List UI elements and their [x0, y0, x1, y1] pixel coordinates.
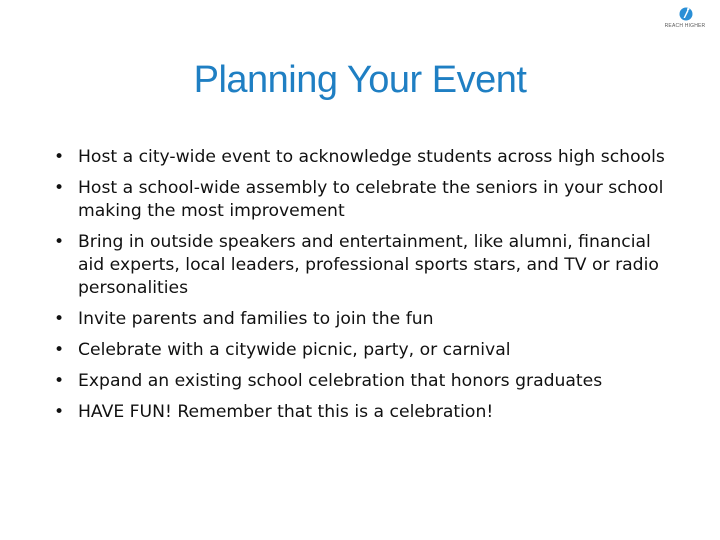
logo: [660, 6, 710, 32]
list-item: [54, 339, 682, 362]
list-item: [54, 146, 682, 169]
bullet-list: [54, 146, 682, 432]
bullet-icon: •: [54, 371, 65, 391]
reach-higher-logo-icon: [660, 6, 710, 24]
bullet-icon: •: [54, 178, 65, 198]
list-item-text: Invite parents and families to join the fun: [78, 309, 434, 329]
list-item-text: Celebrate with a citywide picnic, party, or carnival: [78, 340, 511, 360]
list-item-text: Host a school-wide assembly to celebrate the seniors in your school making the most improvement: [78, 178, 664, 221]
list-item: [54, 231, 682, 300]
logo-text: REACH HIGHER: [664, 23, 706, 29]
list-item-text: Host a city-wide event to acknowledge students across high schools: [78, 147, 665, 167]
bullet-icon: •: [54, 340, 65, 360]
bullet-icon: •: [54, 232, 65, 252]
list-item-text: HAVE FUN! Remember that this is a celebration!: [78, 402, 494, 422]
list-item-text: Expand an existing school celebration that honors graduates: [78, 371, 603, 391]
page-title: Planning Your Event: [193, 59, 527, 101]
bullet-icon: •: [54, 402, 65, 422]
list-item-text: Bring in outside speakers and entertainment, like alumni, financial aid experts, local leaders, professional sports stars, and TV or radio personalities: [78, 232, 659, 298]
list-item: [54, 308, 682, 331]
list-item: [54, 370, 682, 393]
bullet-icon: •: [54, 147, 65, 167]
list-item: [54, 177, 682, 223]
bullet-icon: •: [54, 309, 65, 329]
list-item: [54, 401, 682, 424]
